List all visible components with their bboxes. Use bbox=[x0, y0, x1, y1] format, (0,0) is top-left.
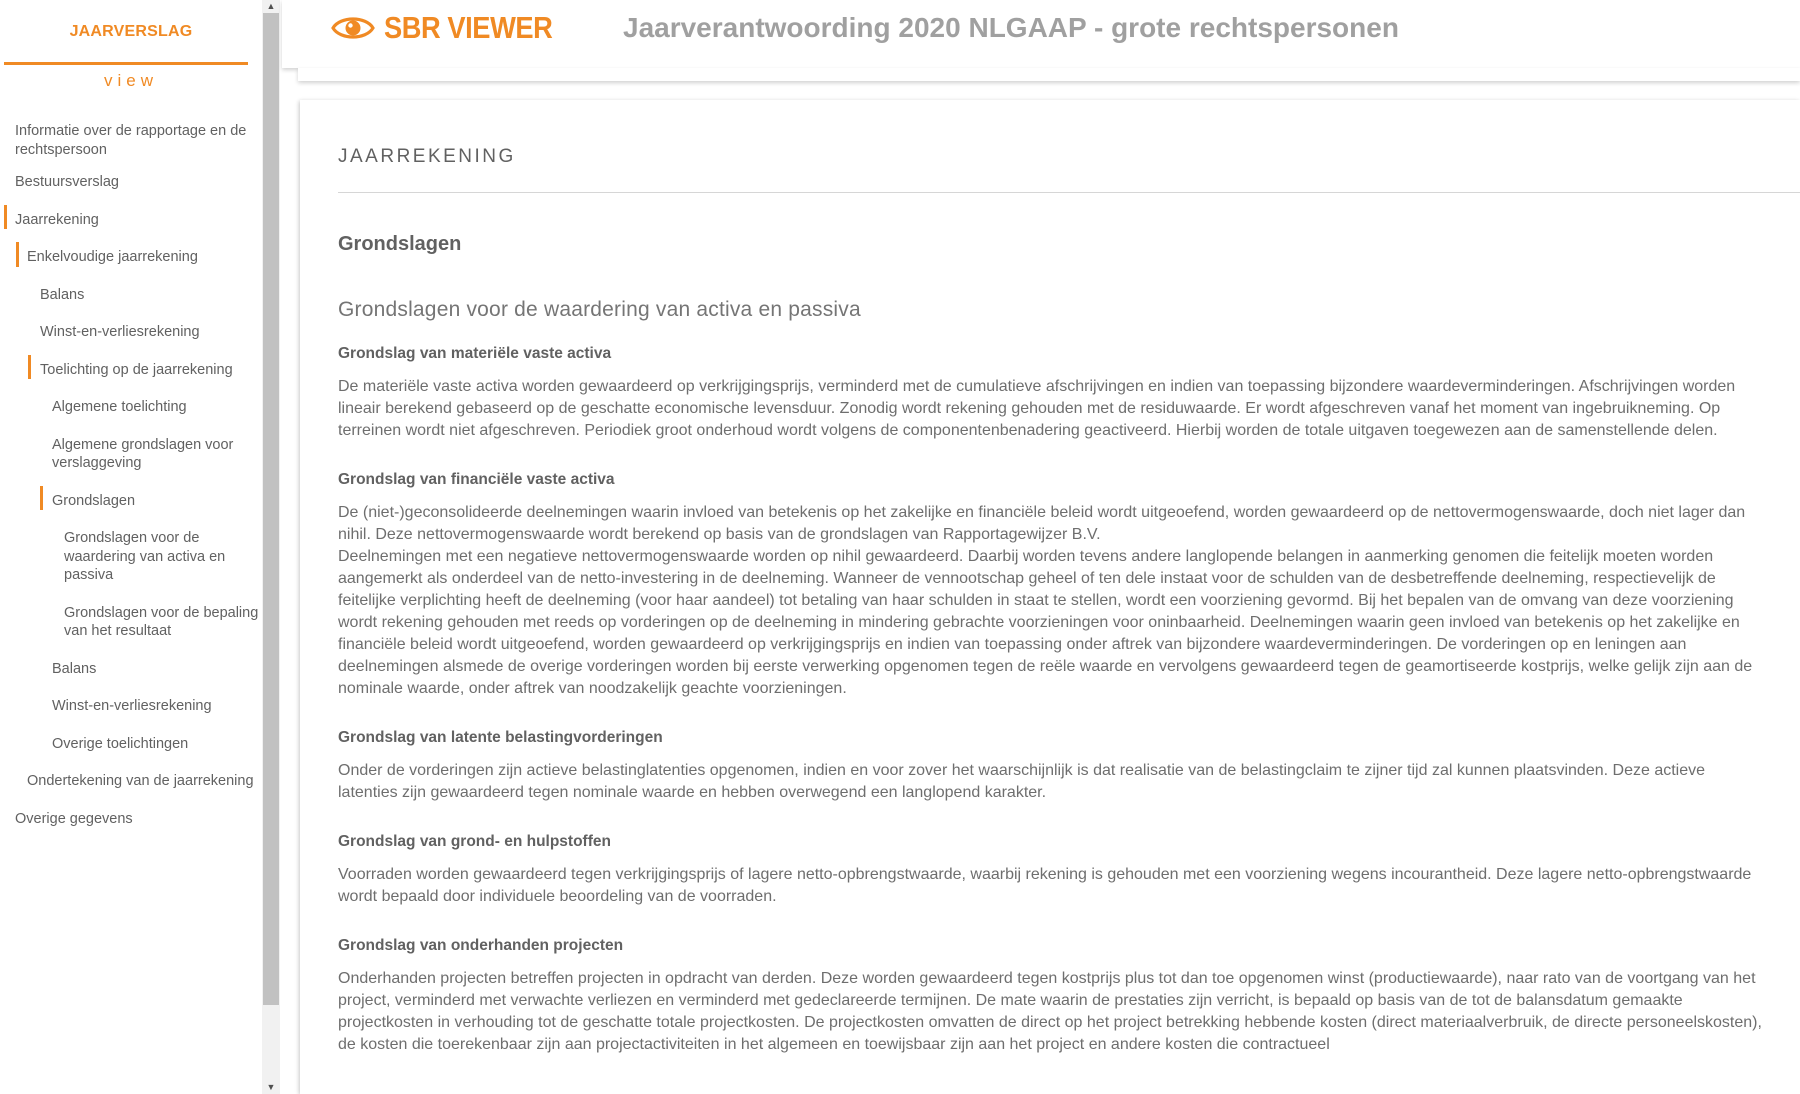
nav-item-jaarrekening[interactable] bbox=[0, 211, 262, 230]
nav-item-label: Overige gegevens bbox=[15, 810, 133, 827]
logo-text: SBR VIEWER bbox=[384, 10, 553, 45]
block-text: De materiële vaste activa worden gewaardeerd op verkrijgingsprijs, verminderd met de cumulatieve afschrijvingen en indien van toepassing bijzondere waardeverminderingen. Afschrijvingen worden lineair berekend gebaseerd op de geschatte economische levensduur. Zonodig wordt rekening gehouden met de residuwaarde. Er wordt afgeschreven vanaf het moment van ingebruikneming. Op terreinen wordt niet afgeschreven. Periodiek groot onderhoud wordt volgens de componentenbenadering geactiveerd. Hierbij worden de totale uitgaven toegewezen aan de samenstellende delen. bbox=[338, 378, 1736, 439]
nav-item-label: Grondslagen voor de waardering van activa en passiva bbox=[64, 530, 226, 583]
nav-item-balans-toelichting[interactable] bbox=[0, 660, 262, 679]
content-block bbox=[338, 345, 1768, 442]
brand-title: JAARVERSLAG bbox=[69, 23, 193, 40]
nav-item-enkelvoudige-jaarrekening[interactable] bbox=[0, 248, 262, 267]
nav-item-grondslagen-waardering[interactable] bbox=[0, 529, 262, 585]
content-card bbox=[300, 100, 1800, 1094]
nav-item-label: Overige toelichtingen bbox=[52, 735, 189, 752]
block-title: Grondslag van financiële vaste activa bbox=[338, 471, 615, 488]
brand bbox=[0, 0, 262, 100]
scroll-up-arrow-icon[interactable]: ▲ bbox=[266, 1, 276, 11]
nav-item-label: Balans bbox=[40, 286, 85, 303]
nav-item-grondslagen[interactable] bbox=[0, 492, 262, 511]
block-title: Grondslag van latente belastingvorderingen bbox=[338, 729, 663, 746]
page-subheading: Grondslagen voor de waardering van activa en passiva bbox=[338, 298, 861, 321]
nav-item-toelichting[interactable] bbox=[0, 361, 262, 380]
nav-item-winst-toelichting[interactable] bbox=[0, 697, 262, 716]
section-divider bbox=[338, 192, 1800, 193]
nav-item-label: Toelichting op de jaarrekening bbox=[40, 361, 233, 378]
sidebar-scrollbar[interactable] bbox=[262, 0, 280, 1094]
nav-item-algemene-grondslagen[interactable] bbox=[0, 436, 262, 473]
nav-item-label: Algemene toelichting bbox=[52, 399, 187, 415]
nav-item-winst-en-verliesrekening[interactable] bbox=[0, 323, 262, 342]
nav-item-informatie[interactable] bbox=[0, 122, 262, 159]
content-block bbox=[338, 471, 1768, 700]
block-text: De (niet-)geconsolideerde deelnemingen waarin invloed van betekenis op het zakelijke en financiële beleid wordt uitgeoefend, worden gewaardeerd op de nettovermogenswaarde, doch niet lager dan nihil. Deze nettovermogenswaarde wordt berekend op basis van de grondslagen van Rapportagewijzer B.V. Deelnemingen met een negatieve nettovermogenswaarde worden op nihil gewaardeerd. Daarbij worden tevens andere langlopende belangen in aanmerking genomen die feitelijk moeten worden aangemerkt als onderdeel van de netto-investering in de deelneming. Wanneer de vennootschap geheel of ten dele instaat voor de schulden van de desbetreffende deelneming, respectievelijk de feitelijke verplichting heeft de deelneming (voor haar aandeel) tot betaling van haar schulden in staat te stellen, wordt een voorziening gevormd. Bij het bepalen van de omvang van deze voorziening wordt rekening gehouden met reeds op vorderingen op de deelneming in mindering gebrachte voorzieningen voor oninbaarheid. Deelnemingen waarin geen invloed van betekenis op het zakelijke en financiële beleid wordt uitgeoefend, worden gewaardeerd op verkrijgingsprijs en indien van toepassing onder aftrek van bijzondere waardeverminderingen. De vorderingen op en leningen aan deelnemingen alsmede de overige vorderingen worden bij eerste verwerking opgenomen tegen de reële waarde en vervolgens gewaardeerd tegen de geamortiseerde kostprijs, welke gelijk zijn aan de nominale waarde, onder aftrek van noodzakelijk geachte voorzieningen. bbox=[338, 504, 1753, 697]
scroll-down-arrow-icon[interactable]: ▼ bbox=[266, 1082, 276, 1092]
nav-item-label: Bestuursverslag bbox=[15, 174, 119, 190]
page-heading: Grondslagen bbox=[338, 233, 462, 255]
sidebar bbox=[0, 0, 262, 1094]
scrollbar-thumb[interactable] bbox=[263, 13, 279, 1005]
nav-item-overige-toelichtingen[interactable] bbox=[0, 735, 262, 754]
content-block bbox=[338, 833, 1768, 908]
nav-item-label: Informatie over de rapportage en de rechtspersoon bbox=[15, 123, 247, 158]
nav-item-label: Grondslagen bbox=[52, 492, 136, 509]
block-text: Onder de vorderingen zijn actieve belastinglatenties opgenomen, indien en voor zover het waarschijnlijk is dat realisatie van de belastingclaim te zijner tijd zal kunnen plaatsvinden. Deze actieve latenties zijn gewaardeerd tegen nominale waarde en hebben overwegend een langlopend karakter. bbox=[338, 762, 1706, 801]
content-body bbox=[338, 100, 1768, 1056]
nav-item-grondslagen-resultaat[interactable] bbox=[0, 604, 262, 641]
nav-item-label: Grondslagen voor de bepaling van het resultaat bbox=[64, 604, 259, 639]
header-subbar bbox=[298, 68, 1800, 81]
block-text: Voorraden worden gewaardeerd tegen verkrijgingsprijs of lagere netto-opbrengstwaarde, waarbij rekening is gehouden met een voorziening wegens incourantheid. Deze lagere netto-opbrengstwaarde wordt bepaald door individuele beoordeling van de voorraden. bbox=[338, 866, 1752, 905]
nav-item-label: Jaarrekening bbox=[15, 211, 99, 228]
block-title: Grondslag van materiële vaste activa bbox=[338, 345, 612, 362]
block-title: Grondslag van grond- en hulpstoffen bbox=[338, 833, 611, 850]
nav-item-balans[interactable] bbox=[0, 286, 262, 305]
nav-item-label: Algemene grondslagen voor verslaggeving bbox=[52, 436, 234, 471]
nav-item-overige-gegevens[interactable] bbox=[0, 810, 262, 829]
content-block bbox=[338, 729, 1768, 804]
nav-item-label: Ondertekening van de jaarrekening bbox=[27, 773, 254, 789]
app-header bbox=[282, 0, 1800, 68]
content-block bbox=[338, 937, 1768, 1056]
document-title: Jaarverantwoording 2020 NLGAAP - grote rechtspersonen bbox=[623, 12, 1399, 43]
nav-item-algemene-toelichting[interactable] bbox=[0, 398, 262, 417]
nav-item-label: Winst-en-verliesrekening bbox=[40, 324, 200, 340]
eye-icon bbox=[330, 10, 376, 46]
brand-subtitle: view bbox=[103, 71, 158, 90]
section-title: JAARREKENING bbox=[338, 146, 516, 167]
nav-tree bbox=[0, 116, 262, 828]
nav-item-bestuursverslag[interactable] bbox=[0, 173, 262, 192]
block-title: Grondslag van onderhanden projecten bbox=[338, 937, 624, 954]
nav-item-label: Winst-en-verliesrekening bbox=[52, 698, 212, 714]
nav-item-ondertekening[interactable] bbox=[0, 772, 262, 791]
nav-item-label: Balans bbox=[52, 660, 97, 677]
nav-item-label: Enkelvoudige jaarrekening bbox=[27, 249, 198, 265]
logo[interactable] bbox=[330, 10, 575, 46]
block-text: Onderhanden projecten betreffen projecten in opdracht van derden. Deze worden gewaardeerd tegen kostprijs plus tot dan toe opgenomen winst (productiewaarde), naar rato van de voortgang van het project, verminderd met verwachte verliezen en verminderd met gedeclareerde termijnen. De mate waarin de prestaties zijn verricht, is bepaald op basis van de tot de balansdatum gemaakte projectkosten in verhouding tot de geschatte totale projectkosten. De projectkosten omvatten de direct op het project betrekking hebbende kosten (direct materiaalverbruik, de directe personeelskosten), de kosten die toerekenbaar zijn aan projectactiviteiten in het algemeen en toewijsbaar zijn aan het project en andere kosten die contractueel bbox=[338, 970, 1762, 1053]
